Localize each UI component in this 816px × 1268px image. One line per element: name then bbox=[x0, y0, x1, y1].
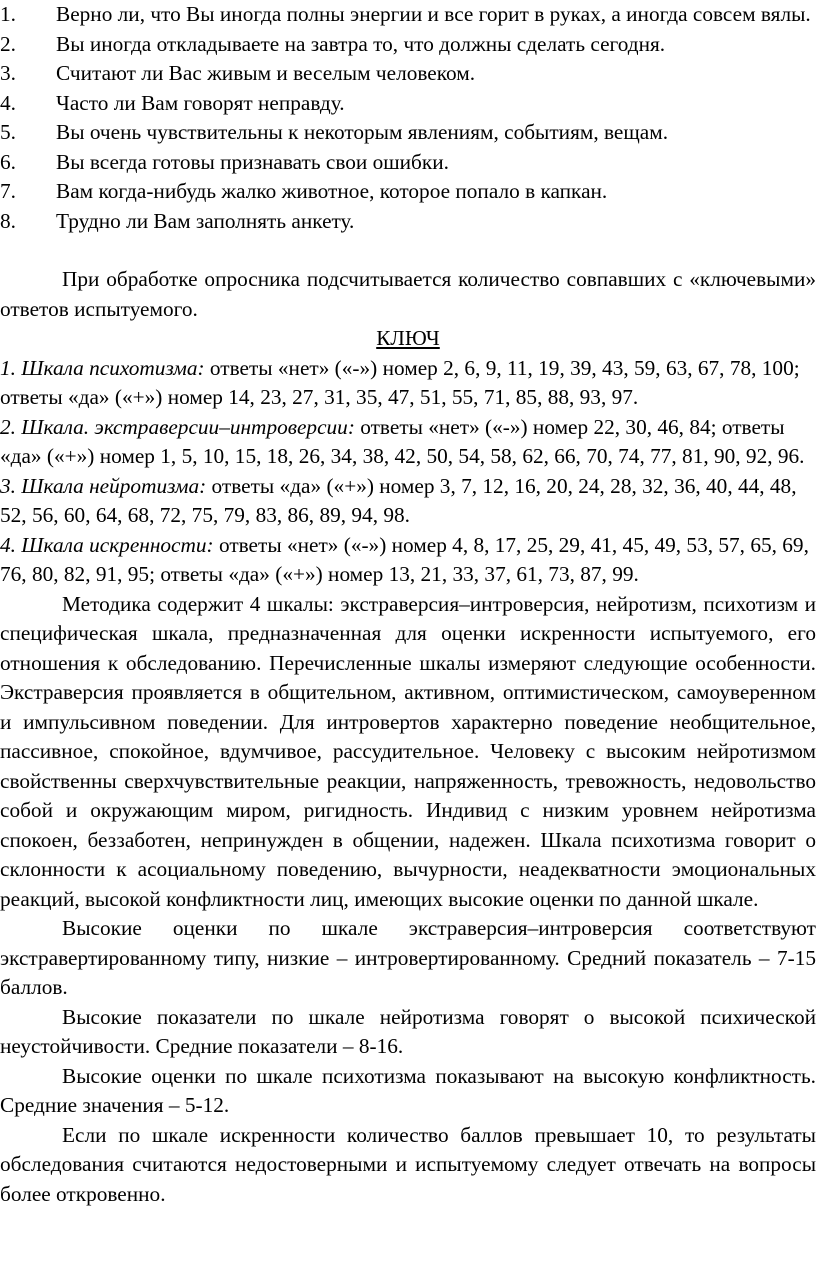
question-item bbox=[0, 177, 816, 207]
question-text: Вы всегда готовы признавать свои ошибки. bbox=[56, 149, 449, 174]
scale-answers: ответы «нет» («-») номер 22, 30, 46, 84; ответы «да» («+») номер 1, 5, 10, 15, 18, 26, 34, 38, 42, 50, 54, 58, 62, 66, 70, 74, 77, 81, 90, 92, 96. bbox=[0, 414, 805, 468]
question-text: Часто ли Вам говорят неправду. bbox=[56, 90, 345, 115]
question-number: 2. bbox=[0, 31, 16, 56]
blank-line bbox=[0, 236, 816, 265]
questionnaire-list bbox=[0, 0, 816, 236]
sincerity-interpretation: Если по шкале искренности количество баллов превышает 10, то результаты обследования считаются недостоверными и испытуемому следует отвечать на вопросы более откровенно. bbox=[0, 1122, 816, 1206]
question-text: Считают ли Вас живым и веселым человеком. bbox=[56, 61, 476, 85]
scale-name: 1. Шкала психотизма: bbox=[0, 355, 205, 380]
scale-answers: ответы «нет» («-») номер 2, 6, 9, 11, 19, 39, 43, 59, 63, 67, 78, 100; ответы «да» («+») номер 14, 23, 27, 31, 35, 47, 51, 55, 71, 85, 88, 93, 97. bbox=[0, 355, 800, 409]
neuroticism-interpretation: Высокие показатели по шкале нейротизма говорят о высокой психической неустойчивости. Средние показатели – 8-16. bbox=[0, 1004, 816, 1058]
question-number: 7. bbox=[0, 179, 16, 203]
scale-name: 3. Шкала нейротизма: bbox=[0, 473, 207, 498]
psychoticism-interpretation: Высокие оценки по шкале психотизма показывают на высокую конфликтность. Средние значения – 5-12. bbox=[0, 1063, 816, 1117]
question-text: Вам когда-нибудь жалко животное, которое попало в капкан. bbox=[56, 179, 608, 203]
key-psychoticism bbox=[0, 354, 816, 413]
question-item bbox=[0, 207, 816, 237]
question-item bbox=[0, 30, 816, 60]
processing-note: При обработке опросника подсчитывается количество совпавших с «ключевыми» ответов испытуемого. bbox=[0, 267, 816, 321]
question-number: 8. bbox=[0, 208, 16, 233]
question-number: 3. bbox=[0, 61, 16, 85]
key-neuroticism bbox=[0, 472, 816, 531]
question-item bbox=[0, 59, 816, 89]
scale-answers: ответы «нет» («-») номер 4, 8, 17, 25, 29, 41, 45, 49, 53, 57, 65, 69, 76, 80, 82, 91, 95; ответы «да» («+») номер 13, 21, 33, 37, 61, 73, 87, 99. bbox=[0, 532, 809, 586]
question-text: Вы иногда откладываете на завтра то, что должны сделать сегодня. bbox=[56, 31, 666, 56]
extraversion-interpretation: Высокие оценки по шкале экстраверсия–интроверсия соответствуют экстравертированному типу, низкие – интровертированному. Средний показатель – 7-15 баллов. bbox=[0, 916, 816, 999]
question-text: Трудно ли Вам заполнять анкету. bbox=[56, 208, 355, 233]
question-text: Верно ли, что Вы иногда полны энергии и все горит в руках, а иногда совсем вялы. bbox=[56, 2, 811, 26]
question-item bbox=[0, 0, 816, 30]
question-item bbox=[0, 148, 816, 178]
question-item bbox=[0, 118, 816, 148]
question-number: 1. bbox=[0, 2, 16, 26]
question-text: Вы очень чувствительны к некоторым явлениям, событиям, вещам. bbox=[56, 120, 669, 144]
key-extraversion bbox=[0, 413, 816, 472]
method-description: Методика содержит 4 шкалы: экстраверсия–интроверсия, нейротизм, психотизм и специфическая шкала, предназначенная для оценки искренности испытуемого, его отношения к обследованию. Перечисленные шкалы измеряют следующие особенности. Экстраверсия проявляется в общительном, активном, оптимистическом, самоуверенном и импульсивном поведении. Для интровертов характерно поведение необщительное, пассивное, спокойное, вдумчивое, рассудительное. Человеку с высоким нейротизмом свойственны сверхчувствительные реакции, напряженность, тревожность, недовольство собой и окружающим миром, ригидность. Индивид с низким уровнем нейротизма спокоен, беззаботен, непринужден в общении, надежен. Шкала психотизма говорит о склонности к асоциальному поведению, вычурности, неадекватности эмоциональных реакций, высокой конфликтности лиц, имеющих высокие оценки по данной шкале. bbox=[0, 591, 816, 911]
scale-name: 2. Шкала. экстраверсии–интроверсии: bbox=[0, 414, 355, 439]
scale-name: 4. Шкала искренности: bbox=[0, 532, 214, 557]
question-number: 4. bbox=[0, 90, 16, 115]
scale-answers: ответы «да» («+») номер 3, 7, 12, 16, 20, 24, 28, 32, 36, 40, 44, 48, 52, 56, 60, 64, 68, 72, 75, 79, 83, 86, 89, 94, 98. bbox=[0, 473, 797, 527]
question-item bbox=[0, 89, 816, 119]
question-number: 5. bbox=[0, 120, 16, 144]
question-number: 6. bbox=[0, 149, 16, 174]
key-title: КЛЮЧ bbox=[376, 326, 440, 350]
key-sincerity bbox=[0, 531, 816, 590]
